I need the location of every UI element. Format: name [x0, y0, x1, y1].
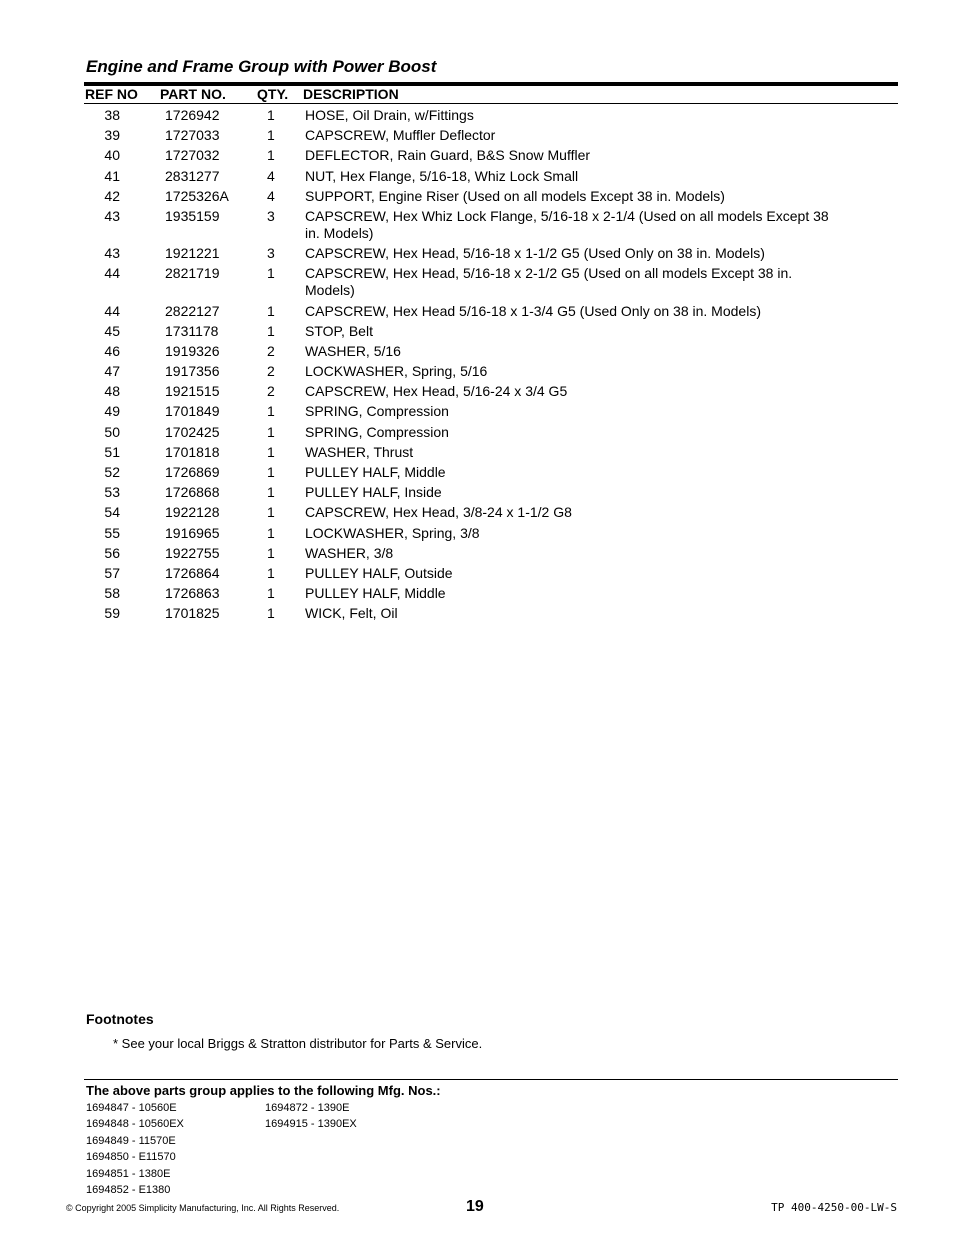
qty-cell: 1 [267, 265, 275, 282]
ref-no-cell: 42 [104, 187, 120, 204]
mfg-number: 1694847 - 10560E [86, 1102, 177, 1114]
qty-cell: 4 [267, 167, 275, 184]
table-row [84, 208, 898, 242]
table-row [84, 323, 898, 340]
part-no-cell: 1935159 [165, 207, 220, 224]
mfg-number: 1694851 - 1380E [86, 1167, 171, 1180]
qty-cell: 1 [267, 443, 275, 460]
qty-cell: 1 [267, 585, 275, 602]
mfg-number: 1694852 - E1380 [86, 1184, 171, 1197]
ref-no-cell: 57 [104, 564, 120, 581]
table-header [84, 86, 898, 103]
qty-cell: 3 [267, 207, 275, 224]
table-row [84, 585, 898, 602]
qty-cell: 1 [267, 147, 275, 164]
part-no-cell: 2822127 [165, 302, 220, 319]
copyright: © Copyright 2005 Simplicity Manufacturing, Inc. All Rights Reserved. [66, 1203, 340, 1213]
description-cell: NUT, Hex Flange, 5/16-18, Whiz Lock Small [305, 167, 579, 184]
table-row [84, 504, 898, 521]
part-no-cell: 1922128 [165, 504, 220, 521]
ref-no-cell: 44 [104, 302, 120, 319]
footnote-text: * See your local Briggs & Stratton distributor for Parts & Service. [113, 1036, 483, 1051]
description-cell: PULLEY HALF, Outside [305, 564, 453, 581]
table-row [84, 525, 898, 542]
description-cell: CAPSCREW, Hex Head, 3/8-24 x 1-1/2 G8 [305, 504, 572, 521]
ref-no-cell: 39 [104, 127, 120, 144]
ref-no-cell: 53 [104, 484, 120, 501]
part-no-cell: 2821719 [165, 265, 220, 282]
part-no-cell: 1919326 [165, 342, 220, 359]
ref-no-cell: 43 [104, 207, 120, 224]
description-cell: CAPSCREW, Hex Head, 5/16-18 x 1-1/2 G5 (Used Only on 38 in. Models) [305, 245, 765, 262]
ref-no-cell: 49 [104, 403, 120, 420]
description-cell: SPRING, Compression [305, 423, 449, 440]
qty-cell: 1 [267, 107, 275, 123]
parts-table [84, 107, 898, 626]
ref-no-cell: 44 [104, 265, 120, 282]
description-cell: PULLEY HALF, Middle [305, 464, 446, 480]
qty-cell: 1 [267, 484, 275, 501]
page-number: 19 [466, 1198, 484, 1215]
ref-no-cell: 50 [104, 423, 120, 440]
qty-cell: 1 [267, 302, 275, 319]
description-cell: CAPSCREW, Hex Whiz Lock Flange, 5/16-18 x 2-1/4 (Used on all models Except 38 in. Models) [305, 207, 829, 241]
part-no-cell: 1727032 [165, 147, 220, 164]
description-cell: PULLEY HALF, Inside [305, 484, 442, 501]
part-no-cell: 2831277 [165, 167, 220, 184]
mfg-number: 1694872 - 1390E [265, 1102, 350, 1114]
qty-cell: 1 [267, 403, 275, 420]
ref-no-cell: 38 [104, 107, 120, 123]
description-cell: CAPSCREW, Hex Head 5/16-18 x 1-3/4 G5 (Used Only on 38 in. Models) [305, 302, 761, 319]
part-no-cell: 1916965 [165, 524, 220, 541]
qty-cell: 1 [267, 524, 275, 541]
description-cell: SUPPORT, Engine Riser (Used on all models Except 38 in. Models) [305, 187, 725, 204]
table-row [84, 484, 898, 501]
table-row [84, 363, 898, 380]
header-rule [84, 103, 898, 104]
ref-no-cell: 54 [104, 504, 120, 521]
description-cell: WASHER, 3/8 [305, 544, 394, 561]
qty-cell: 1 [267, 127, 275, 144]
document-id: TP 400-4250-00-LW-S [771, 1201, 897, 1214]
qty-cell: 1 [267, 322, 275, 339]
description-cell: DEFLECTOR, Rain Guard, B&S Snow Muffler [305, 147, 591, 164]
description-cell: CAPSCREW, Muffler Deflector [305, 127, 496, 144]
part-no-cell: 1726942 [165, 107, 220, 123]
ref-no-cell: 58 [104, 585, 120, 602]
qty-cell: 1 [267, 605, 275, 622]
part-no-cell: 1726868 [165, 484, 220, 501]
part-no-cell: 1701818 [165, 443, 220, 460]
ref-no-cell: 46 [104, 342, 120, 359]
description-cell: SPRING, Compression [305, 403, 449, 420]
table-row [84, 343, 898, 360]
description-cell: PULLEY HALF, Middle [305, 585, 446, 602]
table-row [84, 303, 898, 320]
part-no-cell: 1917356 [165, 363, 220, 380]
table-row [84, 107, 898, 124]
description-cell: WASHER, Thrust [305, 443, 414, 460]
mfg-number: 1694915 - 1390EX [265, 1118, 357, 1131]
mfg-number: 1694848 - 10560EX [86, 1118, 184, 1131]
table-row [84, 464, 898, 481]
page-title: Engine and Frame Group with Power Boost [86, 57, 437, 76]
ref-no-cell: 40 [104, 147, 120, 164]
description-cell: WASHER, 5/16 [305, 342, 401, 359]
description-cell: CAPSCREW, Hex Head, 5/16-24 x 3/4 G5 [305, 383, 568, 400]
qty-cell: 1 [267, 423, 275, 440]
footnotes-title: Footnotes [86, 1011, 154, 1027]
description-cell: LOCKWASHER, Spring, 5/16 [305, 363, 488, 380]
qty-cell: 1 [267, 504, 275, 521]
mfg-number: 1694850 - E11570 [86, 1151, 176, 1164]
ref-no-cell: 41 [104, 167, 120, 184]
table-row [84, 383, 898, 400]
qty-cell: 4 [267, 187, 275, 204]
ref-no-cell: 51 [104, 443, 120, 460]
mfg-number: 1694849 - 11570E [86, 1134, 176, 1147]
part-no-cell: 1701825 [165, 605, 220, 622]
description-cell: HOSE, Oil Drain, w/Fittings [305, 107, 474, 123]
table-row [84, 147, 898, 164]
qty-cell: 2 [267, 383, 275, 400]
part-no-cell: 1726863 [165, 585, 220, 602]
qty-cell: 2 [267, 342, 275, 359]
qty-cell: 1 [267, 544, 275, 561]
ref-no-cell: 56 [104, 544, 120, 561]
table-row [84, 565, 898, 582]
part-no-cell: 1921515 [165, 383, 220, 400]
header-ref-no: REF NO [85, 86, 138, 102]
part-no-cell: 1726869 [165, 464, 220, 480]
description-cell: STOP, Belt [305, 322, 373, 339]
ref-no-cell: 45 [104, 322, 120, 339]
table-row [84, 545, 898, 562]
ref-no-cell: 43 [104, 245, 120, 262]
table-row [84, 188, 898, 205]
table-row [84, 605, 898, 622]
qty-cell: 2 [267, 363, 275, 380]
qty-cell: 3 [267, 245, 275, 262]
description-cell: CAPSCREW, Hex Head, 5/16-18 x 2-1/2 G5 (Used on all models Except 38 in. Models) [305, 265, 793, 299]
ref-no-cell: 48 [104, 383, 120, 400]
part-no-cell: 1727033 [165, 127, 220, 144]
part-no-cell: 1921221 [165, 245, 220, 262]
part-no-cell: 1726864 [165, 564, 220, 581]
mfg-rule [84, 1079, 898, 1080]
table-row [84, 403, 898, 420]
table-row [84, 127, 898, 144]
table-row [84, 444, 898, 461]
header-part-no: PART NO. [160, 86, 226, 102]
mfg-title: The above parts group applies to the following Mfg. Nos.: [86, 1083, 441, 1098]
part-no-cell: 1922755 [165, 544, 220, 561]
qty-cell: 1 [267, 564, 275, 581]
description-cell: LOCKWASHER, Spring, 3/8 [305, 524, 480, 541]
header-description: DESCRIPTION [303, 86, 399, 102]
part-no-cell: 1731178 [165, 322, 219, 339]
table-row [84, 424, 898, 441]
description-cell: WICK, Felt, Oil [305, 605, 398, 622]
ref-no-cell: 59 [104, 605, 120, 622]
ref-no-cell: 52 [104, 464, 120, 480]
part-no-cell: 1725326A [165, 187, 229, 204]
table-row [84, 245, 898, 262]
table-row [84, 168, 898, 185]
ref-no-cell: 55 [104, 524, 120, 541]
table-row [84, 265, 898, 299]
ref-no-cell: 47 [104, 363, 120, 380]
mfg-list-column-1 [86, 1100, 184, 1198]
mfg-list-column-2 [265, 1100, 357, 1133]
header-qty: QTY. [257, 86, 289, 102]
part-no-cell: 1702425 [165, 423, 220, 440]
qty-cell: 1 [267, 464, 275, 480]
part-no-cell: 1701849 [165, 403, 220, 420]
